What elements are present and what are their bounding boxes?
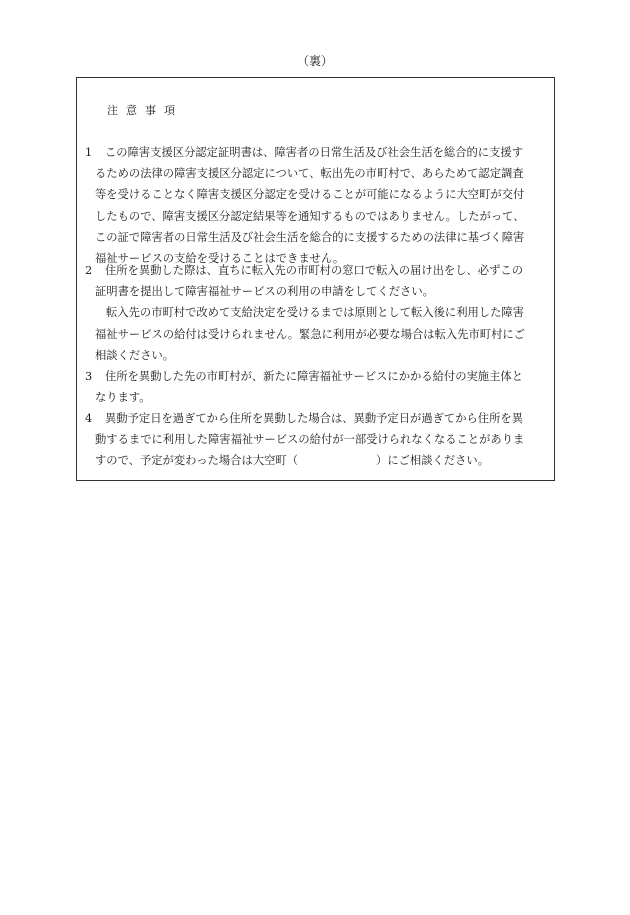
item-text-fragment: ）にご相談ください。 xyxy=(376,454,489,468)
item-text-line: したもので、障害支援区分認定結果等を通知するものではありません。したがって、 xyxy=(95,209,525,223)
notice-heading: 注意事項 xyxy=(107,104,183,117)
item-text-line xyxy=(95,450,555,471)
notice-box xyxy=(76,77,555,481)
item-text-line: なります。 xyxy=(95,391,151,405)
item-text-line: この障害支援区分認定証明書は、障害者の日常生活及び社会生活を総合的に支援す xyxy=(105,146,523,159)
item-text-line: るための法律の障害支援区分認定について、転出先の市町村で、あらためて認定調査 xyxy=(95,167,524,181)
item-text-line: 証明書を提出して障害福祉サービスの利用の申請をしてください。 xyxy=(95,285,434,299)
item-text-line: 等を受けることなく障害支援区分認定を受けることが可能になるように大空町が交付 xyxy=(95,188,525,202)
item-text-line: この証で障害者の日常生活及び社会生活を総合的に支援するための法律に基づく障害 xyxy=(95,230,525,244)
item-text-fragment: すので、予定が変わった場合は大空町（ xyxy=(95,454,299,468)
item-number: 3 xyxy=(85,370,93,383)
page-side-label: （裏） xyxy=(296,54,333,68)
notice-item-4 xyxy=(85,408,555,472)
notice-item-2 xyxy=(85,260,555,366)
item-number: 4 xyxy=(85,412,93,425)
notice-item-1 xyxy=(85,142,555,269)
item-text-line: 住所を異動した先の市町村が、新たに障害福祉サービスにかかる給付の実施主体と xyxy=(105,370,523,383)
item-text-line: 転入先の市町村で改めて支給決定を受けるまでは原則として転入後に利用した障害 xyxy=(106,306,524,320)
item-text-line: 福祉サービスの支給を受けることはできません。 xyxy=(95,252,345,266)
item-number: 2 xyxy=(85,264,93,277)
item-text-line: 動するまでに利用した障害福祉サービスの給付が一部受けられなくなることがありま xyxy=(95,433,525,447)
item-text-line: 異動予定日を過ぎてから住所を異動した場合は、異動予定日が過ぎてから住所を異 xyxy=(105,412,523,425)
item-text-line: 相談ください。 xyxy=(95,348,175,362)
item-text-line: 住所を異動した際は、直ちに転入先の市町村の窓口で転入の届け出をし、必ずこの xyxy=(105,264,523,277)
item-number: 1 xyxy=(85,146,93,159)
notice-item-3 xyxy=(85,366,555,408)
item-text-line: 福祉サービスの給付は受けられません。緊急に利用が必要な場合は転入先市町村にご xyxy=(95,327,525,341)
